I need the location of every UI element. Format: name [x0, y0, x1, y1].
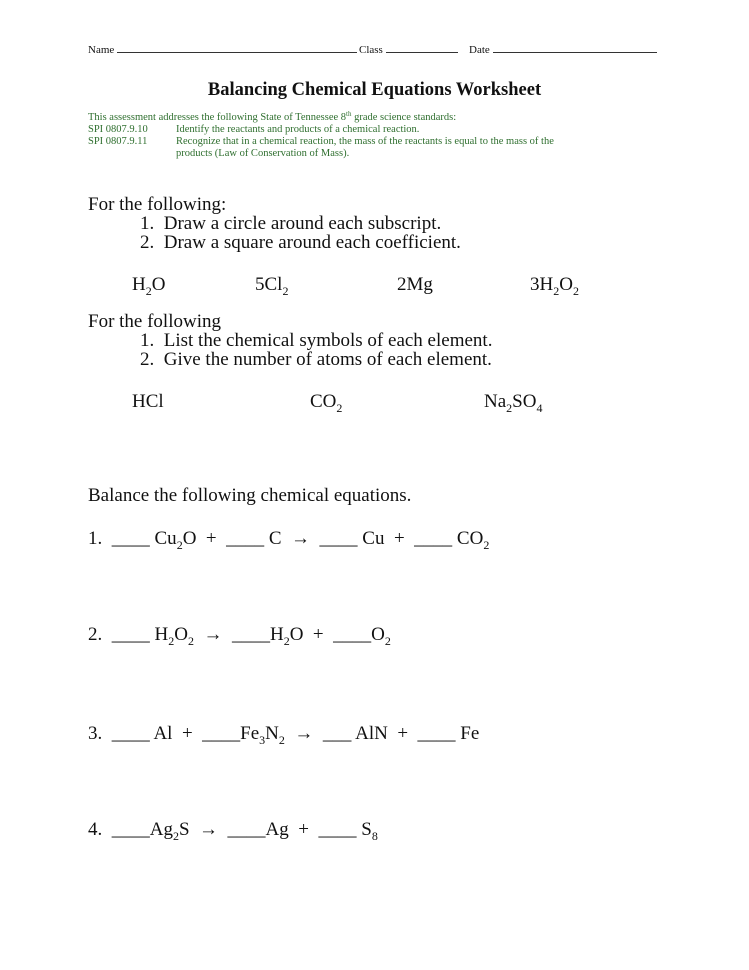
subscript: 3 — [259, 733, 266, 747]
formula-text: 3. ____ Al + ____Fe — [88, 723, 260, 744]
section2-heading: For the following — [88, 311, 221, 332]
subscript: 2 — [283, 634, 290, 648]
formula — [397, 275, 433, 294]
formula-text: O + ____ C → ____ Cu + ____ CO — [182, 528, 484, 549]
formula-text: H — [132, 274, 146, 295]
subscript: 2 — [553, 284, 560, 298]
subscript: 2 — [336, 401, 343, 415]
formula-text: HCl — [132, 391, 164, 412]
subscript: 2 — [187, 634, 194, 648]
subscript: 2 — [176, 538, 183, 552]
standard-code: SPI 0807.9.10 — [88, 124, 148, 135]
equation — [88, 723, 480, 747]
formula-text: Na — [484, 391, 507, 412]
formula-text: O — [174, 624, 188, 645]
formula-text: 2Mg — [397, 274, 433, 295]
subscript: 2 — [278, 733, 285, 747]
equation — [88, 528, 490, 552]
standards-intro: This assessment addresses the following State of Tennessee 8th grade science standards: — [88, 110, 457, 123]
standard-code: SPI 0807.9.11 — [88, 136, 148, 147]
name-label: Name — [88, 44, 115, 56]
standard-text-cont: products (Law of Conservation of Mass). — [176, 148, 350, 159]
standard-text: Identify the reactants and products of a chemical reaction. — [176, 124, 420, 135]
formula — [310, 391, 343, 415]
subscript: 2 — [483, 538, 490, 552]
page-title: Balancing Chemical Equations Worksheet — [207, 80, 542, 100]
formula-text: S → ____Ag + ____ S — [178, 819, 372, 840]
section1-step: 2. Draw a square around each coefficient. — [140, 232, 461, 253]
formula-text: O — [151, 274, 166, 295]
class-field[interactable] — [359, 42, 458, 56]
class-label: Class — [359, 44, 383, 56]
equation — [88, 624, 391, 648]
subscript: 8 — [371, 829, 378, 843]
formula-text: 2. ____ H — [88, 624, 169, 645]
formula — [255, 274, 289, 298]
formula-text: 4. ____Ag — [88, 819, 173, 840]
section2-step: 2. Give the number of atoms of each element. — [140, 349, 492, 370]
formula — [132, 274, 166, 298]
subscript: 2 — [282, 284, 289, 298]
formula-text: 5Cl — [255, 274, 283, 295]
formula-text: CO — [310, 391, 337, 412]
formula-text: → ___ AlN + ____ Fe — [284, 723, 480, 744]
formula-text: → ____H — [193, 624, 284, 645]
section1-heading: For the following: — [88, 194, 227, 215]
section2-step: 1. List the chemical symbols of each element. — [140, 330, 493, 351]
formula-text: SO — [512, 391, 537, 412]
subscript: 2 — [572, 284, 579, 298]
formula-text: N — [265, 723, 279, 744]
formula-text: 1. ____ Cu — [88, 528, 177, 549]
subscript: 2 — [172, 829, 179, 843]
formula-text: O — [559, 274, 573, 295]
subscript: 2 — [384, 634, 391, 648]
date-label: Date — [469, 44, 490, 56]
formula-text: O + ____O — [289, 624, 385, 645]
date-field[interactable] — [469, 42, 657, 56]
name-field[interactable] — [88, 42, 357, 56]
subscript: 2 — [145, 284, 152, 298]
formula — [484, 391, 543, 415]
equation — [88, 819, 378, 843]
subscript: 4 — [536, 401, 543, 415]
formula-text: 3H — [530, 274, 554, 295]
subscript: 2 — [506, 401, 513, 415]
subscript: 2 — [168, 634, 175, 648]
standard-text: Recognize that in a chemical reaction, the mass of the reactants is equal to the mass of the — [176, 136, 554, 147]
section1-step: 1. Draw a circle around each subscript. — [140, 213, 442, 234]
formula — [132, 392, 164, 411]
formula — [530, 274, 579, 298]
section3-heading: Balance the following chemical equations. — [88, 485, 412, 506]
